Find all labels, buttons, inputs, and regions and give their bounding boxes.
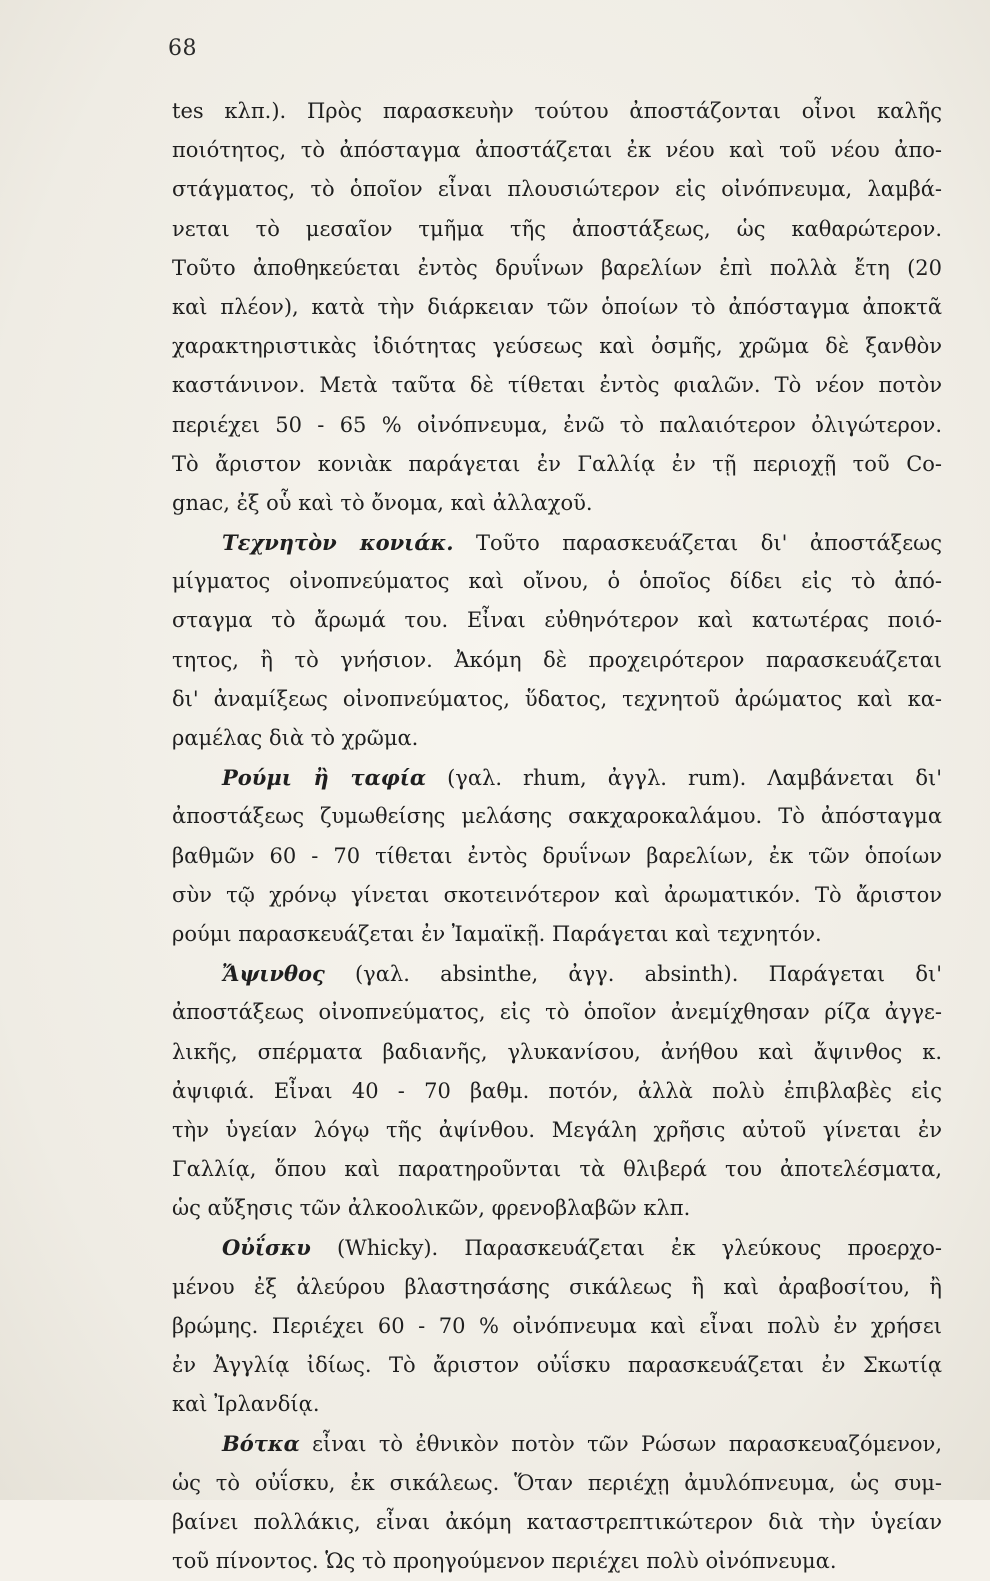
line-text: tes κλπ.). Πρὸς παρασκευὴν τούτου ἀποστάζονται οἶνοι καλῆς (172, 99, 942, 123)
line-text: σὺν τῷ χρόνῳ γίνεται σκοτεινότερον καὶ ἀρωματικόν. Τὸ ἄριστον (172, 882, 942, 907)
text-line (172, 562, 942, 601)
text-line (172, 484, 942, 523)
entry-heading-line (172, 1424, 942, 1463)
entry-term: Βότκα (222, 1431, 300, 1457)
text-line (172, 327, 942, 366)
text-line (172, 170, 942, 209)
text-line (172, 1542, 942, 1581)
line-text: ραμέλας διὰ τὸ χρῶμα. (172, 726, 419, 750)
text-line (172, 1150, 942, 1189)
line-text: τὴν ὑγείαν λόγῳ τῆς ἀψίνθου. Μεγάλη χρῆσις αὐτοῦ γίνεται ἐν (172, 1117, 942, 1142)
entry-term: Τεχνητὸν κονιάκ. (222, 530, 454, 556)
line-text: νεται τὸ μεσαῖον τμῆμα τῆς ἀποστάξεως, ὡς καθαρώτερον. (172, 216, 942, 241)
line-text: βαθμῶν 60 - 70 τίθεται ἐντὸς δρυΐνων βαρελίων, ἐκ τῶν ὁποίων (172, 843, 942, 868)
text-line (172, 406, 942, 445)
entry-heading-line (172, 1228, 942, 1267)
text-line (172, 1385, 942, 1424)
entry-heading-line (172, 758, 942, 797)
line-text: καστάνινον. Μετὰ ταῦτα δὲ τίθεται ἐντὸς φιαλῶν. Τὸ νέον ποτὸν (172, 373, 942, 398)
text-line (172, 993, 942, 1032)
text-line (172, 445, 942, 484)
text-line (172, 366, 942, 405)
text-line (172, 131, 942, 170)
text-line (172, 601, 942, 640)
line-text: εἶναι τὸ ἐθνικὸν ποτὸν τῶν Ρώσων παρασκευαζόμενον, (299, 1432, 942, 1457)
line-text: στάγματος, τὸ ὁποῖον εἶναι πλουσιώτερον εἰς οἰνόπνευμα, λαμβά- (172, 177, 942, 202)
text-line (172, 837, 942, 876)
line-text: (Whicky). Παρασκευάζεται ἐκ γλεύκους προερχο- (310, 1236, 942, 1261)
line-text: δι' ἀναμίξεως οἰνοπνεύματος, ὕδατος, τεχνητοῦ ἀρώματος καὶ κα- (172, 686, 942, 711)
line-text: τοῦ πίνοντος. Ὡς τὸ προηγούμενον περιέχει πολὺ οἰνόπνευμα. (172, 1548, 837, 1573)
text-line (172, 876, 942, 915)
text-line (172, 641, 942, 680)
text-line (172, 680, 942, 719)
line-text: ὡς αὔξησις τῶν ἀλκοολικῶν, φρενοβλαβῶν κλπ. (172, 1196, 691, 1221)
text-line (172, 1189, 942, 1228)
text-line (172, 719, 942, 758)
line-text: Τὸ ἄριστον κονιὰκ παράγεται ἐν Γαλλίᾳ ἐν τῇ περιοχῇ τοῦ Co- (172, 451, 942, 476)
page-number: 68 (168, 36, 197, 61)
entry-term: Ἄψινθος (222, 961, 325, 987)
line-text: ὡς τὸ οὐΐσκυ, ἐκ σικάλεως. Ὅταν περιέχῃ ἀμυλόπνευμα, ὡς συμ- (172, 1470, 942, 1495)
text-line (172, 210, 942, 249)
text-line (172, 249, 942, 288)
line-text: μένου ἐξ ἀλεύρου βλαστησάσης σικάλεως ἢ καὶ ἀραβοσίτου, ἢ (172, 1274, 942, 1299)
text-line (172, 1464, 942, 1503)
line-text: βαίνει πολλάκις, εἶναι ἀκόμη καταστρεπτικώτερον διὰ τὴν ὑγείαν (172, 1509, 942, 1534)
entry-heading-line (172, 523, 942, 562)
text-line (172, 1346, 942, 1385)
text-line (172, 1033, 942, 1072)
line-text: λικῆς, σπέρματα βαδιανῆς, γλυκανίσου, ἀνήθου καὶ ἄψινθος κ. (172, 1039, 942, 1064)
line-text: χαρακτηριστικὰς ἰδιότητας γεύσεως καὶ ὀσμῆς, χρῶμα δὲ ξανθὸν (172, 334, 942, 359)
text-line (172, 1268, 942, 1307)
text-line (172, 1307, 942, 1346)
text-line (172, 288, 942, 327)
line-text: Τοῦτο παρασκευάζεται δι' ἀποστάξεως (453, 531, 942, 556)
line-text: ἀποστάξεως ζυμωθείσης μελάσης σακχαροκαλάμου. Τὸ ἀπόσταγμα (172, 804, 942, 829)
line-text: Τοῦτο ἀποθηκεύεται ἐντὸς δρυΐνων βαρελίων ἐπὶ πολλὰ ἔτη (20 (172, 255, 942, 280)
line-text: Γαλλίᾳ, ὅπου καὶ παρατηροῦνται τὰ θλιβερά του ἀποτελέσματα, (172, 1157, 942, 1182)
entry-heading-line (172, 954, 942, 993)
text-line (172, 1072, 942, 1111)
text-line (172, 797, 942, 836)
line-text: σταγμα τὸ ἄρωμά του. Εἶναι εὐθηνότερον καὶ κατωτέρας ποιό- (172, 608, 942, 633)
line-text: ρούμι παρασκευάζεται ἐν Ἰαμαϊκῇ. Παράγεται καὶ τεχνητόν. (172, 921, 822, 946)
text-line (172, 1503, 942, 1542)
text-line (172, 915, 942, 954)
entry-term: Οὐΐσκυ (222, 1235, 311, 1261)
text-line (172, 1111, 942, 1150)
line-text: βρώμης. Περιέχει 60 - 70 % οἰνόπνευμα καὶ εἶναι πολὺ ἐν χρήσει (172, 1313, 942, 1338)
entry-term: Ρούμι ἢ ταφία (222, 765, 427, 791)
line-text: ἀποστάξεως οἰνοπνεύματος, εἰς τὸ ὁποῖον ἀνεμίχθησαν ρίζα ἀγγε- (172, 1000, 942, 1025)
line-text: ἀψιφιά. Εἶναι 40 - 70 βαθμ. ποτόν, ἀλλὰ πολὺ ἐπιβλαβὲς εἰς (172, 1078, 942, 1103)
line-text: (γαλ. rhum, ἀγγλ. rum). Λαμβάνεται δι' (426, 766, 942, 791)
line-text: καὶ πλέον), κατὰ τὴν διάρκειαν τῶν ὁποίων τὸ ἀπόσταγμα ἀποκτᾶ (172, 294, 942, 319)
line-text: μίγματος οἰνοπνεύματος καὶ οἴνου, ὁ ὁποῖος δίδει εἰς τὸ ἀπό- (172, 569, 942, 594)
line-text: ἐν Ἀγγλίᾳ ἰδίως. Τὸ ἄριστον οὐΐσκυ παρασκευάζεται ἐν Σκωτίᾳ (172, 1353, 942, 1377)
text-line (172, 92, 942, 131)
line-text: ποιότητος, τὸ ἀπόσταγμα ἀποστάζεται ἐκ νέου καὶ τοῦ νέου ἀπο- (172, 138, 942, 163)
line-text: τητος, ἢ τὸ γνήσιον. Ἀκόμη δὲ προχειρότερον παρασκευάζεται (172, 647, 942, 672)
line-text: gnac, ἐξ οὗ καὶ τὸ ὄνομα, καὶ ἀλλαχοῦ. (172, 490, 593, 515)
body-text (172, 92, 942, 1581)
line-text: (γαλ. absinthe, ἀγγ. absinth). Παράγεται δι' (324, 962, 942, 987)
line-text: περιέχει 50 - 65 % οἰνόπνευμα, ἐνῶ τὸ παλαιότερον ὀλιγώτερον. (172, 412, 942, 437)
line-text: καὶ Ἰρλανδίᾳ. (172, 1392, 320, 1417)
